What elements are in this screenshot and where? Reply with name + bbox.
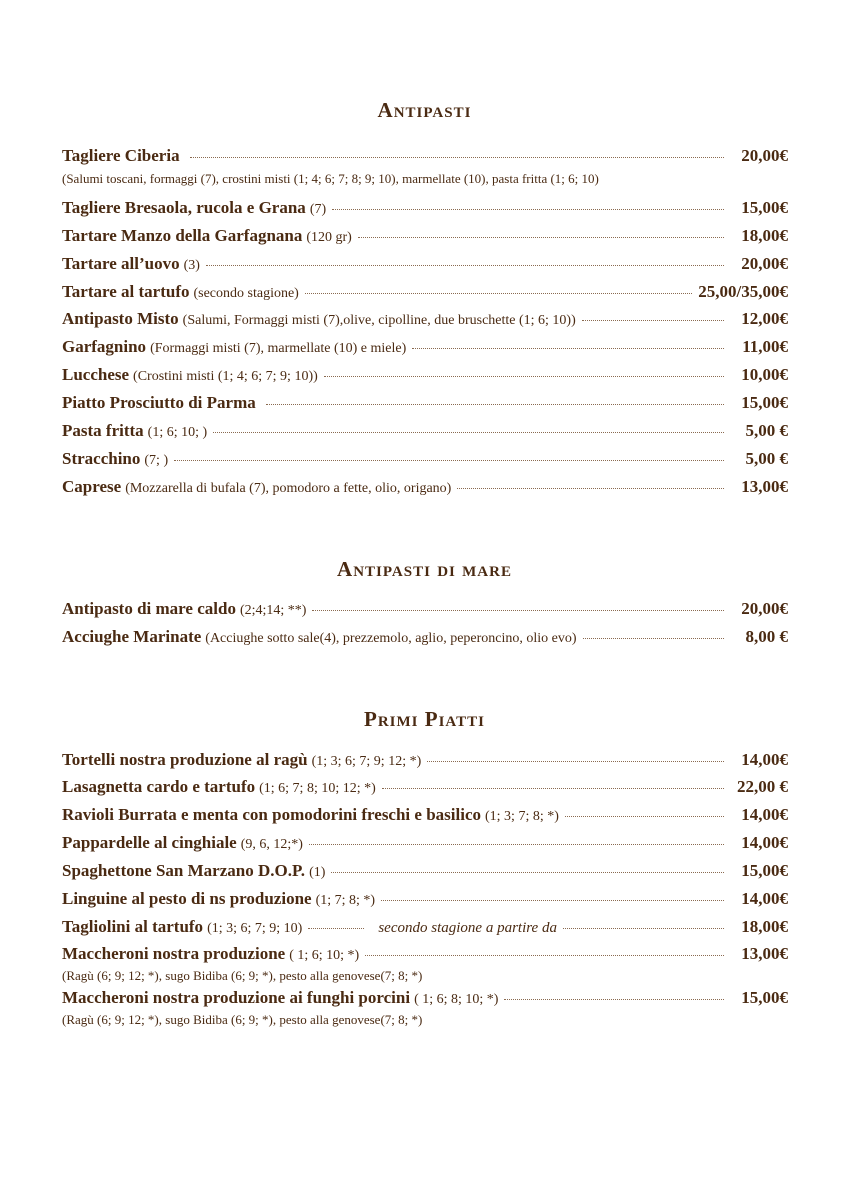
item-name: Stracchino	[62, 449, 141, 468]
section-title-antipasti-di-mare: Antipasti di mare	[337, 557, 512, 581]
menu-item	[62, 337, 788, 361]
menu-item	[62, 889, 788, 913]
item-desc: (1; 3; 7; 8; *)	[485, 809, 559, 824]
item-desc: (1; 6; 10; )	[147, 425, 208, 440]
item-name: Ravioli Burrata e menta con pomodorini freschi e basilico	[62, 805, 481, 824]
item-desc: (1; 3; 6; 7; 9; 12; *)	[311, 754, 422, 769]
item-name: Lasagnetta cardo e tartufo	[62, 777, 256, 796]
item-name: Piatto Prosciutto di Parma	[62, 393, 256, 412]
menu-item	[62, 282, 788, 306]
menu-item	[62, 833, 788, 857]
menu-item	[62, 944, 788, 968]
item-name: Acciughe Marinate	[62, 627, 202, 646]
menu-item	[62, 226, 788, 250]
item-name: Caprese	[62, 477, 122, 496]
item-name: Tagliere Bresaola, rucola e Grana	[62, 198, 306, 217]
item-subline: (Ragù (6; 9; 12; *), sugo Bidiba (6; 9; *), pesto alla genovese(7; 8; *)	[62, 1012, 423, 1027]
menu-item	[62, 599, 788, 623]
leader-dots	[331, 872, 724, 873]
leader-dots	[308, 928, 364, 929]
item-name: Tagliere Ciberia	[62, 146, 180, 165]
item-price: 14,00€	[741, 805, 788, 824]
leader-dots	[382, 788, 724, 789]
item-desc: (1)	[309, 865, 326, 880]
menu-item	[62, 254, 788, 278]
item-name: Linguine al pesto di ns produzione	[62, 889, 312, 908]
item-name: Tortelli nostra produzione al ragù	[62, 750, 308, 769]
item-desc: (7; )	[144, 453, 169, 468]
item-desc: (secondo stagione)	[193, 286, 299, 301]
leader-dots	[332, 209, 724, 210]
menu-item	[62, 750, 788, 774]
leader-dots	[565, 816, 724, 817]
item-price: 20,00€	[741, 254, 788, 273]
menu-item	[62, 477, 788, 501]
item-desc: ( 1; 6; 8; 10; *)	[414, 992, 499, 1007]
leader-dots	[213, 432, 724, 433]
leader-dots	[381, 900, 724, 901]
item-desc: (3)	[183, 258, 200, 273]
item-subline: (Salumi toscani, formaggi (7), crostini misti (1; 4; 6; 7; 8; 9; 10), marmellate (10), pasta fritta (1; 6; 10)	[62, 171, 599, 186]
item-price: 25,00/35,00€	[698, 282, 788, 301]
leader-dots	[174, 460, 724, 461]
item-name: Antipasto Misto	[62, 309, 179, 328]
item-price: 14,00€	[741, 833, 788, 852]
item-name: Maccheroni nostra produzione	[62, 944, 286, 963]
leader-dots	[563, 928, 724, 929]
item-name: Tartare all’uovo	[62, 254, 180, 273]
item-name: Tagliolini al tartufo	[62, 917, 204, 936]
leader-dots	[365, 955, 724, 956]
menu-item	[62, 421, 788, 445]
leader-dots	[305, 293, 692, 294]
item-name: Lucchese	[62, 365, 130, 384]
item-price: 5,00 €	[745, 421, 788, 440]
menu-item	[62, 988, 788, 1012]
item-desc: (9, 6, 12;*)	[240, 837, 303, 852]
item-price: 15,00€	[741, 861, 788, 880]
item-desc: (Mozzarella di bufala (7), pomodoro a fette, olio, origano)	[125, 481, 452, 496]
item-price: 20,00€	[741, 146, 788, 165]
item-price: 13,00€	[741, 477, 788, 496]
item-price: 10,00€	[741, 365, 788, 384]
section-title-antipasti: Antipasti	[377, 98, 472, 122]
item-price: 15,00€	[741, 198, 788, 217]
item-name: Tartare al tartufo	[62, 282, 190, 301]
menu-item	[62, 449, 788, 473]
item-desc: (Acciughe sotto sale(4), prezzemolo, aglio, peperoncino, olio evo)	[205, 631, 577, 646]
item-price: 11,00€	[742, 337, 788, 356]
leader-dots	[358, 237, 724, 238]
menu-item	[62, 393, 788, 417]
leader-dots	[206, 265, 724, 266]
menu-item	[62, 777, 788, 801]
leader-dots	[309, 844, 724, 845]
menu-item	[62, 198, 788, 222]
item-name: Tartare Manzo della Garfagnana	[62, 226, 303, 245]
item-name: Maccheroni nostra produzione ai funghi porcini	[62, 988, 411, 1007]
item-price: 22,00 €	[737, 777, 788, 796]
leader-dots	[324, 376, 724, 377]
item-name: Pasta fritta	[62, 421, 144, 440]
menu-item	[62, 805, 788, 829]
item-price: 14,00€	[741, 750, 788, 769]
item-price: 15,00€	[741, 393, 788, 412]
item-price: 14,00€	[741, 889, 788, 908]
leader-dots	[312, 610, 724, 611]
item-desc: (Salumi, Formaggi misti (7),olive, cipolline, due bruschette (1; 6; 10))	[182, 313, 576, 328]
leader-dots	[412, 348, 724, 349]
item-price: 13,00€	[741, 944, 788, 963]
item-name: Garfagnino	[62, 337, 147, 356]
item-price: 18,00€	[741, 917, 788, 936]
menu-item	[62, 861, 788, 885]
item-desc: (1; 7; 8; *)	[315, 893, 376, 908]
menu-item	[62, 627, 788, 651]
item-desc: (1; 6; 7; 8; 10; 12; *)	[259, 781, 376, 796]
item-note: secondo stagione a partire da	[378, 920, 557, 936]
item-price: 20,00€	[741, 599, 788, 618]
item-name: Spaghettone San Marzano D.O.P.	[62, 861, 306, 880]
item-desc: ( 1; 6; 10; *)	[289, 948, 360, 963]
item-price: 18,00€	[741, 226, 788, 245]
item-desc: (2;4;14; **)	[239, 603, 307, 618]
item-desc: (Formaggi misti (7), marmellate (10) e miele)	[150, 341, 407, 356]
item-name: Pappardelle al cinghiale	[62, 833, 237, 852]
item-name: Antipasto di mare caldo	[62, 599, 236, 618]
item-price: 5,00 €	[745, 449, 788, 468]
leader-dots	[457, 488, 724, 489]
leader-dots	[504, 999, 724, 1000]
item-desc: (1; 3; 6; 7; 9; 10)	[207, 921, 303, 936]
item-price: 15,00€	[741, 988, 788, 1007]
item-desc: (Crostini misti (1; 4; 6; 7; 9; 10))	[133, 369, 318, 384]
menu-item	[62, 917, 788, 941]
item-desc: (120 gr)	[306, 230, 352, 245]
leader-dots	[427, 761, 724, 762]
item-price: 8,00 €	[745, 627, 788, 646]
menu-item	[62, 146, 788, 170]
item-subline: (Ragù (6; 9; 12; *), sugo Bidiba (6; 9; *), pesto alla genovese(7; 8; *)	[62, 968, 423, 983]
item-price: 12,00€	[741, 309, 788, 328]
section-title-primi-piatti: Primi Piatti	[364, 707, 485, 731]
menu-item	[62, 365, 788, 389]
leader-dots	[583, 638, 724, 639]
item-desc: (7)	[309, 202, 327, 217]
leader-dots	[582, 320, 724, 321]
leader-dots	[190, 157, 724, 158]
leader-dots	[266, 404, 724, 405]
menu-item	[62, 309, 788, 333]
